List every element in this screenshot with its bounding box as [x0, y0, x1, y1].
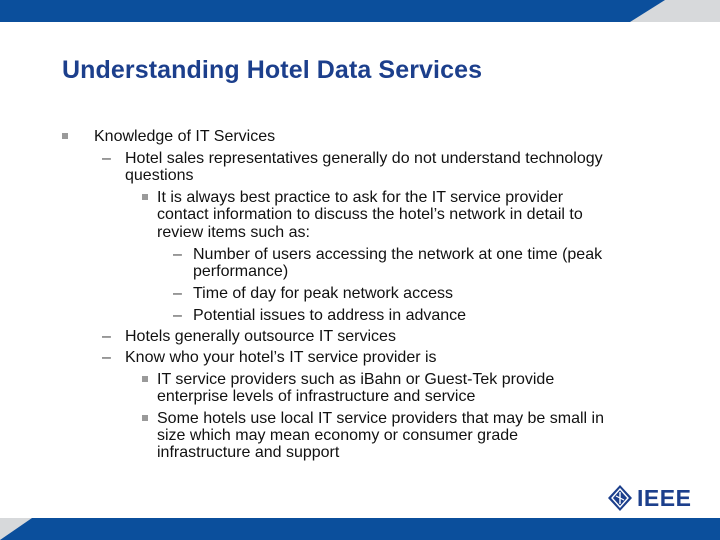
bullet-outsource: Hotels generally outsource IT services	[125, 328, 396, 345]
dash-bullet: –	[102, 150, 111, 167]
bullet-know-provider: Know who your hotel’s IT service provider is	[125, 349, 437, 366]
bullet-potential-issues: Potential issues to address in advance	[193, 307, 467, 324]
ieee-kite-icon	[607, 484, 633, 512]
bullet-local-line3: infrastructure and support	[157, 444, 340, 461]
dash-bullet: –	[102, 349, 111, 366]
bullet-best-practice-line3: review items such as:	[157, 224, 310, 241]
square-bullet-icon	[142, 194, 148, 200]
bullet-sales-reps-line2: questions	[125, 167, 194, 184]
bullet-local-line1: Some hotels use local IT service providers that may be small in	[157, 410, 605, 427]
ieee-logo-text: IEEE	[637, 484, 692, 511]
dash-bullet: –	[173, 246, 182, 263]
bullet-knowledge-it: Knowledge of IT Services	[94, 128, 276, 145]
dash-bullet: –	[173, 285, 182, 302]
bullet-providers-line1: IT service providers such as iBahn or Guest-Tek provide	[157, 371, 555, 388]
bottom-decorative-band	[0, 518, 720, 540]
bullet-best-practice-line1: It is always best practice to ask for the IT service provider	[157, 189, 564, 206]
bullet-peak-time: Time of day for peak network access	[193, 285, 453, 302]
slide-title: Understanding Hotel Data Services	[62, 56, 483, 84]
bullet-local-line2: size which may mean economy or consumer grade	[157, 427, 519, 444]
bullet-providers-line2: enterprise levels of infrastructure and service	[157, 388, 476, 405]
square-bullet-icon	[142, 376, 148, 382]
bullet-users-line2: performance)	[193, 263, 289, 280]
bullet-sales-reps-line1: Hotel sales representatives generally do not understand technology	[125, 150, 603, 167]
ieee-logo	[607, 484, 691, 512]
dash-bullet: –	[173, 307, 182, 324]
dash-bullet: –	[102, 328, 111, 345]
bullet-users-line1: Number of users accessing the network at one time (peak	[193, 246, 603, 263]
square-bullet-icon	[142, 415, 148, 421]
square-bullet-icon	[62, 133, 68, 139]
bullet-best-practice-line2: contact information to discuss the hotel’s network in detail to	[157, 206, 583, 223]
top-decorative-band	[0, 0, 720, 22]
